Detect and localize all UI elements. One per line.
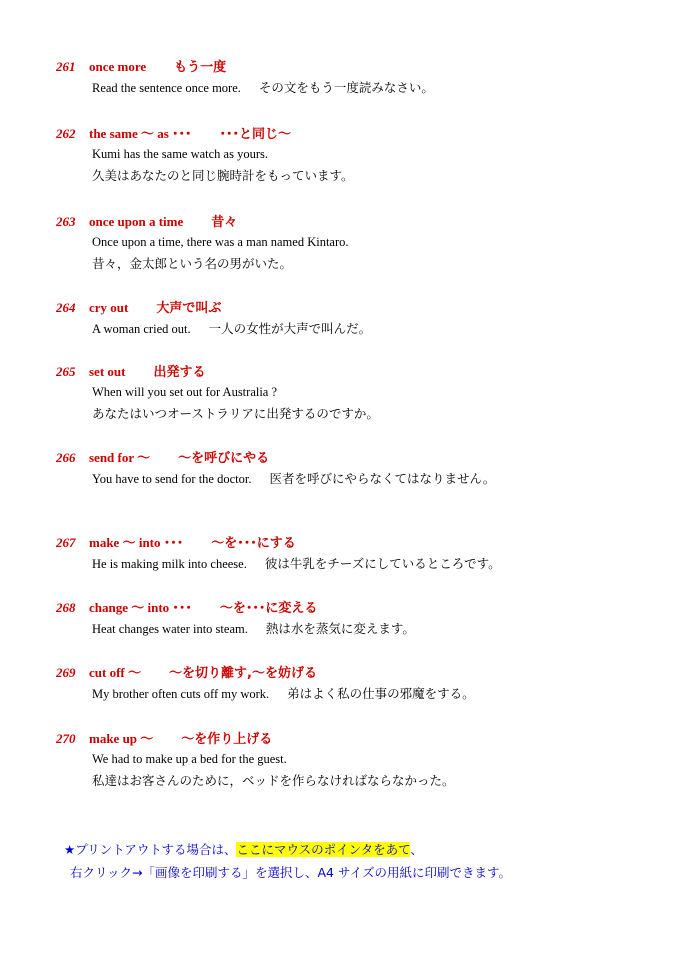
entry-phrase: make up ～ (89, 731, 154, 746)
entry-phrase: once more (89, 59, 147, 74)
example-english: Read the sentence once more. (92, 81, 241, 95)
entry-phrase: cry out (89, 300, 129, 315)
print-instructions (64, 838, 664, 884)
example-english: When will you set out for Australia ? (92, 385, 278, 399)
entry-meaning: ～を･･･に変える (219, 601, 318, 616)
entry-number: 266 (56, 450, 76, 465)
entry-meaning: 昔々 (211, 215, 238, 230)
vocab-entry (56, 55, 676, 98)
vocab-entry (56, 122, 676, 186)
entry-meaning: もう一度 (174, 60, 227, 75)
entry-meaning: 出発する (153, 365, 206, 380)
example-sentence (92, 232, 676, 253)
entry-heading (56, 661, 676, 683)
entry-heading (56, 446, 676, 468)
example-sentence (92, 770, 676, 791)
entry-number: 264 (56, 300, 76, 315)
entry-meaning: ～を作り上げる (181, 732, 273, 747)
entry-number: 265 (56, 364, 76, 379)
print-instructions-line1 (64, 838, 664, 861)
entry-heading (56, 122, 676, 144)
entry-phrase: once upon a time (89, 214, 184, 229)
example-sentence (92, 382, 676, 403)
example-japanese: 久美はあなたのと同じ腕時計をもっています。 (92, 168, 354, 183)
example-japanese: 昔々，金太郎という名の男がいた。 (92, 256, 293, 271)
example-japanese: 弟はよく私の仕事の邪魔をする。 (287, 686, 475, 701)
print-text-after: 、 (410, 842, 423, 857)
vocab-entry (56, 727, 676, 791)
print-hotspot-text[interactable]: ここにマウスのポインタをあて (236, 842, 411, 857)
entry-number: 268 (56, 600, 76, 615)
example-sentence (92, 144, 676, 165)
example-sentence (92, 683, 676, 704)
example-sentence (92, 403, 676, 424)
entry-phrase: set out (89, 364, 126, 379)
entry-heading (56, 210, 676, 232)
entry-meaning: ･･･と同じ～ (219, 127, 292, 142)
vocab-entry (56, 446, 676, 489)
vocab-entry (56, 210, 676, 274)
print-instructions-line2: 右クリック→「画像を印刷する」を選択し、A4 サイズの用紙に印刷できます。 (70, 865, 511, 880)
entry-heading (56, 55, 676, 77)
entry-number: 267 (56, 535, 76, 550)
entry-phrase: the same ～ as ･･･ (89, 126, 192, 141)
print-text-before: プリントアウトする場合は、 (75, 842, 237, 857)
entry-meaning: ～を切り離す,～を妨げる (169, 666, 317, 681)
example-english: Once upon a time, there was a man named Kintaro. (92, 235, 349, 249)
entry-phrase: make ～ into ･･･ (89, 535, 184, 550)
example-sentence (92, 468, 676, 489)
example-sentence (92, 318, 676, 339)
example-japanese: あなたはいつオーストラリアに出発するのですか。 (92, 406, 379, 421)
entry-meaning: ～を呼びにやる (178, 451, 270, 466)
example-sentence (92, 165, 676, 186)
vocab-entry (56, 661, 676, 704)
example-english: Heat changes water into steam. (92, 622, 248, 636)
entry-heading (56, 296, 676, 318)
star-icon: ★ (64, 842, 76, 857)
vocab-entry (56, 296, 676, 339)
entry-heading (56, 727, 676, 749)
entry-number: 270 (56, 731, 76, 746)
example-japanese: 一人の女性が大声で叫んだ。 (208, 321, 372, 336)
entry-meaning: 大声で叫ぶ (156, 301, 222, 316)
example-japanese: 私達はお客さんのために，ベッドを作らなければならなかった。 (92, 773, 455, 788)
entry-number: 261 (56, 59, 76, 74)
example-english: Kumi has the same watch as yours. (92, 147, 269, 161)
example-japanese: 彼は牛乳をチーズにしているところです。 (264, 556, 501, 571)
example-japanese: 医者を呼びにやらなくてはなりません。 (269, 471, 496, 486)
example-english: My brother often cuts off my work. (92, 687, 270, 701)
vocab-entry (56, 360, 676, 424)
entry-phrase: change ～ into ･･･ (89, 600, 192, 615)
entry-phrase: send for ～ (89, 450, 151, 465)
example-japanese: 熱は水を蒸気に変えます。 (265, 621, 415, 636)
entry-heading (56, 360, 676, 382)
vocab-entry (56, 596, 676, 639)
example-english: We had to make up a bed for the guest. (92, 752, 287, 766)
entry-heading (56, 596, 676, 618)
entry-meaning: ～を･･･にする (211, 536, 296, 551)
example-english: You have to send for the doctor. (92, 472, 252, 486)
example-english: He is making milk into cheese. (92, 557, 247, 571)
example-sentence (92, 618, 676, 639)
entry-number: 269 (56, 665, 76, 680)
example-sentence (92, 749, 676, 770)
entry-phrase: cut off ～ (89, 665, 141, 680)
example-sentence (92, 253, 676, 274)
vocab-entry (56, 531, 676, 574)
example-english: A woman cried out. (92, 322, 191, 336)
example-sentence (92, 553, 676, 574)
entry-number: 263 (56, 214, 76, 229)
example-japanese: その文をもう一度読みなさい。 (258, 80, 434, 95)
entry-heading (56, 531, 676, 553)
entry-number: 262 (56, 126, 76, 141)
example-sentence (92, 77, 676, 98)
